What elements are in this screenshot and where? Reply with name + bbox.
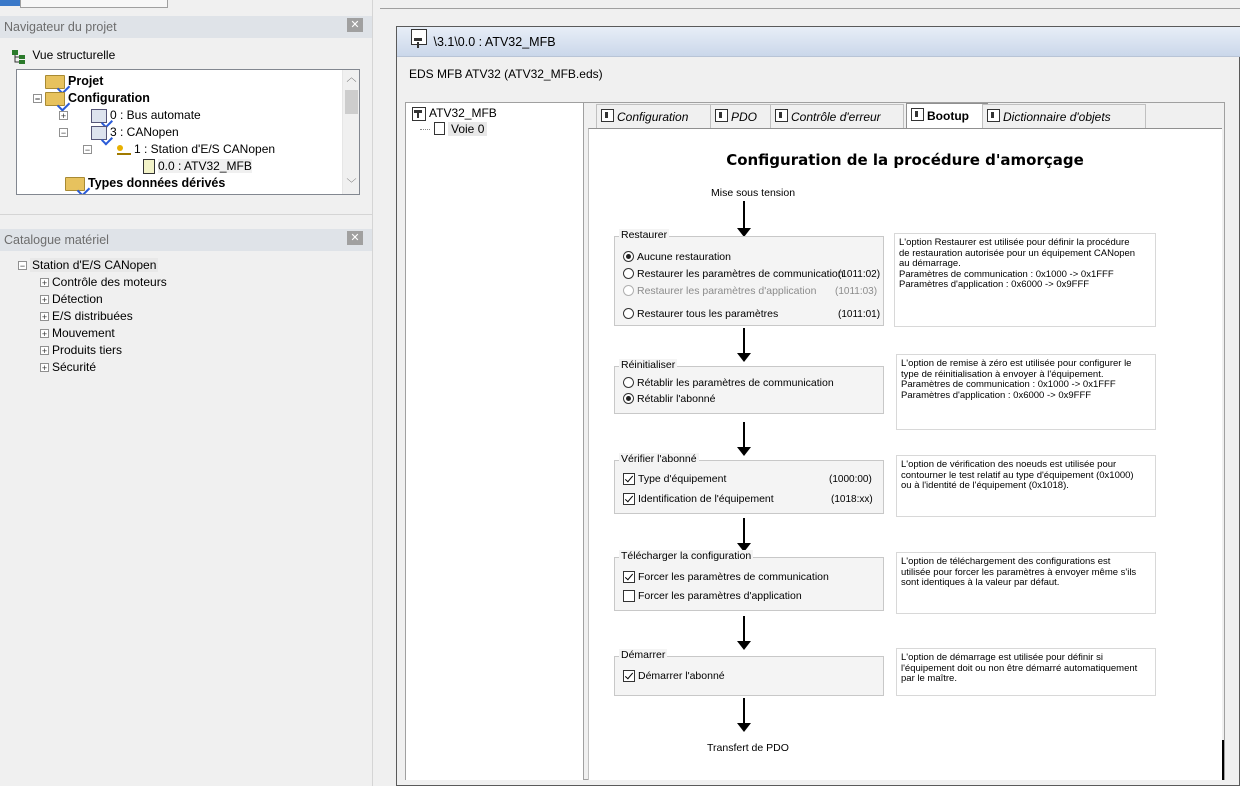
catalog-tree[interactable] bbox=[12, 256, 372, 776]
tree-scrollbar[interactable] bbox=[342, 70, 359, 194]
collapse-icon[interactable]: − bbox=[34, 94, 41, 105]
tree-item-configuration[interactable] bbox=[33, 91, 150, 106]
catalog-title-text: Catalogue matériel bbox=[4, 233, 109, 247]
tab-error-control[interactable] bbox=[770, 104, 904, 129]
checkbox-icon[interactable] bbox=[623, 590, 635, 602]
tab-label: Configuration bbox=[617, 110, 689, 124]
checkbox-checked-icon[interactable] bbox=[623, 473, 635, 485]
expand-icon[interactable]: + bbox=[41, 329, 48, 340]
download-group bbox=[614, 550, 884, 611]
reset-option-node[interactable] bbox=[623, 393, 715, 405]
tab-label: Dictionnaire d'objets bbox=[1003, 110, 1111, 124]
catalog-item-label: E/S distribuées bbox=[52, 309, 133, 323]
navigator-panel-title bbox=[0, 16, 372, 38]
catalog-item-label: Produits tiers bbox=[52, 343, 123, 357]
catalog-item-label: Mouvement bbox=[52, 326, 115, 340]
flow-start-label: Mise sous tension bbox=[711, 187, 796, 199]
folder-icon bbox=[65, 177, 85, 191]
scroll-thumb[interactable] bbox=[345, 90, 358, 114]
catalog-item[interactable] bbox=[40, 292, 103, 306]
navigator-title-text: Navigateur du projet bbox=[4, 20, 117, 34]
catalog-item[interactable] bbox=[40, 275, 167, 289]
catalog-item[interactable] bbox=[40, 360, 96, 374]
restore-option-all[interactable] bbox=[623, 308, 778, 320]
tab-bar bbox=[588, 104, 1224, 128]
tab-icon bbox=[715, 109, 728, 122]
catalog-item-label: Contrôle des moteurs bbox=[52, 275, 167, 289]
tab-icon bbox=[601, 109, 614, 122]
restore-option-none[interactable] bbox=[623, 251, 731, 263]
verify-option-identity[interactable] bbox=[623, 493, 774, 505]
option-code: (1011:03) bbox=[835, 286, 878, 297]
option-code: (1011:01) bbox=[838, 309, 881, 320]
toolbar-tab-selected[interactable] bbox=[0, 0, 20, 6]
restore-group bbox=[614, 229, 884, 326]
option-label: Restaurer tous les paramètres bbox=[637, 308, 779, 320]
flow-arrow-icon bbox=[734, 518, 754, 552]
tab-configuration[interactable] bbox=[596, 104, 716, 129]
top-toolbar-strip bbox=[0, 0, 1240, 8]
tree-item-station-canopen[interactable] bbox=[83, 142, 275, 156]
reset-description: L'option de remise à zéro est utilisée pour configurer le type de réinitialisation à envoyer à l'équipement. Paramètres de communication : 0x1000 -> 0x1FFF Paramètres d'application : 0x6000 -> 0x9FFF bbox=[896, 354, 1156, 430]
reset-group bbox=[614, 359, 884, 414]
bus-icon bbox=[91, 109, 107, 123]
radio-disabled-icon[interactable] bbox=[623, 285, 634, 296]
tree-item-label: Projet bbox=[68, 74, 104, 88]
restore-option-app[interactable] bbox=[623, 285, 816, 297]
navigator-close-icon[interactable]: ✕ bbox=[347, 18, 363, 32]
tree-item-label: Configuration bbox=[68, 91, 150, 105]
device-tree[interactable] bbox=[406, 103, 584, 780]
start-group-label: Démarrer bbox=[621, 649, 666, 661]
catalog-item[interactable] bbox=[40, 326, 115, 340]
tab-icon bbox=[911, 108, 924, 121]
expand-icon[interactable]: + bbox=[41, 278, 48, 289]
tree-connector bbox=[420, 129, 430, 130]
option-label: Démarrer l'abonné bbox=[638, 670, 725, 682]
option-label: Restaurer les paramètres de communication bbox=[637, 268, 844, 280]
catalog-item[interactable] bbox=[40, 343, 122, 357]
tab-label: Contrôle d'erreur bbox=[791, 110, 881, 124]
expand-icon[interactable]: + bbox=[60, 111, 67, 122]
tree-item-atv32-mfb[interactable] bbox=[143, 159, 252, 174]
option-label: Rétablir les paramètres de communication bbox=[637, 377, 834, 389]
tree-item-label: 0.0 : ATV32_MFB bbox=[158, 159, 252, 173]
download-option-app[interactable] bbox=[623, 590, 802, 602]
collapse-icon[interactable]: − bbox=[19, 261, 26, 272]
tree-item-canopen[interactable] bbox=[59, 125, 179, 140]
device-tree-channel[interactable] bbox=[420, 122, 487, 136]
catalog-panel-title bbox=[0, 229, 372, 251]
option-label: Rétablir l'abonné bbox=[637, 393, 716, 405]
option-code: (1000:00) bbox=[829, 474, 872, 485]
checkbox-checked-icon[interactable] bbox=[623, 670, 635, 682]
radio-icon[interactable] bbox=[623, 268, 634, 279]
collapse-icon[interactable]: − bbox=[84, 145, 91, 156]
flow-arrow-icon bbox=[734, 698, 754, 732]
option-label: Restaurer les paramètres d'application bbox=[637, 285, 817, 297]
tab-label: PDO bbox=[731, 110, 758, 124]
tab-icon bbox=[987, 109, 1000, 122]
eds-file-label: EDS MFB ATV32 (ATV32_MFB.eds) bbox=[409, 67, 603, 81]
structure-view-icon bbox=[12, 49, 26, 63]
expand-icon[interactable]: + bbox=[41, 312, 48, 323]
expand-icon[interactable]: + bbox=[41, 346, 48, 357]
verify-group bbox=[614, 453, 884, 514]
tab-object-dictionary[interactable] bbox=[982, 104, 1146, 129]
device-tree-label: Voie 0 bbox=[448, 122, 487, 136]
tab-label: Bootup bbox=[927, 109, 969, 123]
catalog-item-label: Sécurité bbox=[52, 360, 97, 374]
verify-group-label: Vérifier l'abonné bbox=[621, 453, 697, 465]
station-icon bbox=[117, 145, 131, 155]
option-label: Forcer les paramètres d'application bbox=[638, 590, 802, 602]
structural-view-row[interactable] bbox=[12, 44, 364, 66]
horizontal-splitter[interactable] bbox=[0, 214, 372, 222]
radio-icon[interactable] bbox=[623, 308, 634, 319]
download-group-label: Télécharger la configuration bbox=[621, 550, 752, 562]
expand-icon[interactable]: + bbox=[41, 295, 48, 306]
device-window-icon bbox=[411, 29, 427, 45]
flow-arrow-icon bbox=[734, 616, 754, 650]
start-option-node[interactable] bbox=[623, 670, 725, 682]
tree-item-label: 0 : Bus automate bbox=[110, 108, 201, 122]
start-group bbox=[614, 649, 884, 696]
folder-icon bbox=[45, 75, 65, 89]
reset-group-label: Réinitialiser bbox=[621, 359, 676, 371]
tree-item-types-donnees[interactable] bbox=[65, 176, 225, 191]
radio-icon[interactable] bbox=[623, 377, 634, 388]
download-description: L'option de téléchargement des configurations est utilisée pour forcer les paramètres à envoyer même s'ils sont identiques à la valeur par défaut. bbox=[896, 552, 1156, 614]
flow-end-label: Transfert de PDO bbox=[707, 742, 789, 754]
scroll-down-icon[interactable]: ﹀ bbox=[346, 179, 357, 190]
checkbox-checked-icon[interactable] bbox=[623, 571, 635, 583]
option-label: Forcer les paramètres de communication bbox=[638, 571, 829, 583]
option-label: Aucune restauration bbox=[637, 251, 731, 263]
bootup-title: Configuration de la procédure d'amorçage bbox=[726, 151, 1084, 169]
restore-group-label: Restaurer bbox=[621, 229, 668, 241]
checkbox-checked-icon[interactable] bbox=[623, 493, 635, 505]
device-icon bbox=[143, 159, 155, 174]
tree-item-label: 3 : CANopen bbox=[110, 125, 179, 139]
flow-arrow-icon bbox=[734, 422, 754, 456]
project-tree[interactable] bbox=[16, 69, 360, 195]
document-title-bar[interactable] bbox=[397, 27, 1240, 57]
tree-item-bus-automate[interactable] bbox=[59, 108, 201, 123]
document-title: \3.1\0.0 : ATV32_MFB bbox=[433, 35, 556, 49]
option-label: Type d'équipement bbox=[638, 473, 727, 485]
restore-option-comm[interactable] bbox=[623, 268, 844, 280]
catalog-root[interactable] bbox=[18, 258, 158, 272]
catalog-root-label: Station d'E/S CANopen bbox=[32, 258, 157, 272]
catalog-close-icon[interactable]: ✕ bbox=[347, 231, 363, 245]
edge-marker bbox=[1222, 740, 1224, 780]
download-option-comm[interactable] bbox=[623, 571, 829, 583]
verify-description: L'option de vérification des noeuds est utilisée pour contourner le test relatif au type d'équipement (0x1000) ou à l'identité de l'équipement (0x1018). bbox=[896, 455, 1156, 517]
device-tree-item[interactable] bbox=[412, 106, 497, 121]
tree-item-label: 1 : Station d'E/S CANopen bbox=[134, 142, 276, 156]
option-code: (1011:02) bbox=[838, 269, 881, 280]
device-icon bbox=[412, 107, 426, 121]
scroll-up-icon[interactable]: ︿ bbox=[346, 73, 357, 84]
tab-icon bbox=[775, 109, 788, 122]
vertical-splitter[interactable] bbox=[372, 0, 380, 786]
bus-icon bbox=[91, 126, 107, 140]
option-label: Identification de l'équipement bbox=[638, 493, 774, 505]
device-tree-label: ATV32_MFB bbox=[429, 106, 497, 120]
tree-item-label: Types données dérivés bbox=[88, 176, 226, 190]
reset-option-comm[interactable] bbox=[623, 377, 834, 389]
structural-view-label: Vue structurelle bbox=[32, 48, 116, 62]
option-code: (1018:xx) bbox=[831, 494, 873, 505]
tab-pdo[interactable] bbox=[710, 104, 776, 129]
flow-arrow-icon bbox=[734, 201, 754, 237]
toolbar-tab[interactable] bbox=[20, 0, 168, 8]
verify-option-type[interactable] bbox=[623, 473, 726, 485]
folder-icon bbox=[45, 92, 65, 106]
flow-arrow-icon bbox=[734, 328, 754, 362]
channel-icon bbox=[434, 122, 445, 135]
tree-item-projet[interactable] bbox=[45, 74, 103, 89]
radio-selected-icon[interactable] bbox=[623, 251, 634, 262]
restore-description: L'option Restaurer est utilisée pour définir la procédure de restauration autorisée pour un équipement CANopen au démarrage. Paramètres de communication : 0x1000 -> 0x1FFF Paramètres d'application : 0x6000 -> 0x9FFF bbox=[894, 233, 1156, 327]
expand-icon[interactable]: + bbox=[41, 363, 48, 374]
collapse-icon[interactable]: − bbox=[60, 128, 67, 139]
start-description: L'option de démarrage est utilisée pour définir si l'équipement doit ou non être démarré automatiquement par le maître. bbox=[896, 648, 1156, 696]
catalog-item-label: Détection bbox=[52, 292, 103, 306]
catalog-item[interactable] bbox=[40, 309, 133, 323]
tab-bootup[interactable] bbox=[906, 103, 988, 130]
radio-selected-icon[interactable] bbox=[623, 393, 634, 404]
